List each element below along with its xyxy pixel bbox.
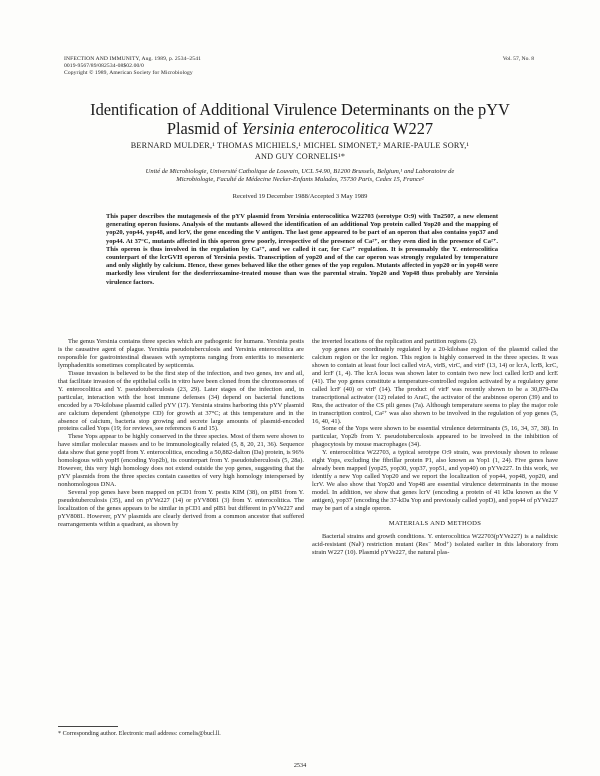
- journal-citation: INFECTION AND IMMUNITY, Aug. 1989, p. 2534–2541: [64, 56, 201, 62]
- right-column: [312, 338, 558, 557]
- body-paragraph: Several yop genes have been mapped on pCD1 from Y. pestis KIM (38), on pIB1 from Y. pseudotuberculosis (35), and on pYVe227 (14) or pYV8081 (3) from Y. enterocolitica. The localization of the genes appears to be similar in pCD1 and pIB1 but different in pYVe227 and pYV8081. However, pYV plasmids are clearly derived from a common ancestor that suffered rearrangements within a quadrant, as shown by: [58, 489, 304, 528]
- authors-line-1: BERNARD MULDER,¹ THOMAS MICHIELS,¹ MICHEL SIMONET,² MARIE-PAULE SORY,¹: [130, 141, 470, 150]
- section-heading-methods: MATERIALS AND METHODS: [388, 519, 482, 527]
- title-species: Yersinia enterocolitica: [241, 119, 390, 138]
- title-line-2-prefix: Plasmid of: [166, 119, 242, 138]
- title-line-1: Identification of Additional Virulence Determinants on the pYV: [90, 100, 510, 119]
- body-paragraph: These Yops appear to be highly conserved in the three species. Most of them were shown to have similar molecular masses and to be immunologically related (5, 8, 20, 21, 36). Sequence data show that gene yopH from Y. enterocolitica, encoding a 50,882-dalton (Da) protein, is 96% homologous with yopH (encoding Yop2b), its counterpart from Y. pseudotuberculosis (5, 28a). However, this very high homology does not extend outside the yop genes, suggesting that the pYV plasmids from the three species contain cassettes of very high homology interspersed by nonhomologous DNA.: [58, 433, 304, 489]
- body-paragraph: Y. enterocolitica W22703, a typical serotype O:9 strain, was previously shown to release eight Yops, excluding the fibrillar protein P1, also known as Yop1 (1, 24). Five genes have already been mapped (yop25, yop30, yop37, yop51, and yop40) on pYVe227. In this work, we identify a new Yop called Yop20 and we report the localization of yop44, yop48, yop20, and lcrV. We also show that Yop20 and Yop48 are essential virulence determinants in the mouse model. In addition, we show that genes lcrV (encoding a protein of 41 kDa known as the V antigen), yop37 (encoding the 37-kDa Yop and previously called yopD), and yop44 of pYVe227 may be part of a single operon.: [312, 449, 558, 513]
- authors-line-2: AND GUY CORNELIS¹*: [254, 151, 346, 161]
- affiliation-line-2: Microbiologie, Faculté de Médecine Necker-Enfants Malades, 75730 Paris, Cedex 15, France²: [176, 176, 424, 184]
- body-paragraph: the inverted locations of the replication and partition regions (2).: [312, 338, 478, 345]
- author-list: [40, 141, 560, 162]
- journal-copyright: Copyright © 1989, American Society for Microbiology: [64, 70, 193, 76]
- body-paragraph: Some of the Yops were shown to be essential virulence determinants (5, 16, 34, 37, 38). In particular, Yop2b from Y. pseudotuberculosis appeared to be involved in the inhibition of phagocytosis by mouse macrophages (34).: [312, 425, 558, 449]
- journal-header: [64, 56, 201, 77]
- affiliation-line-1: Unité de Microbiologie, Université Catholique de Louvain, UCL 54.90, B1200 Brussels, Belgium,¹ and Laboratoire de: [145, 168, 455, 175]
- body-paragraph: The genus Yersinia contains three species which are pathogenic for humans. Yersinia pestis is the causative agent of plague. Yersinia pseudotuberculosis and Yersinia enterocolitica are responsible for gastrointestinal diseases with symptoms ranging from enteritis to mesenteric lymphadenitis sometimes complicated by septicemia.: [58, 338, 304, 369]
- footnote-divider: [58, 726, 118, 727]
- body-paragraph: yop genes are coordinately regulated by a 20-kilobase region of the plasmid called the calcium region or the lcr region. This region is highly conserved in the three species. It was shown to contain at least four loci called virA, virB, virC, and virF (13, 14) or lcrA, lcrB, lcrC, and lcrF (1, 4). The lcrA locus was shown later to contain two new loci called lcrD and lcrE (41). The yop genes constitute a temperature-controlled regulon activated by a regulatory gene called lcrF (40) or virF (14). The product of virF was recently shown to be a 30,879-Da transcriptional activator (12) related to AraC, the activator of the arabinose operon (39) and to Rns, the activator of the CS pili genes (7a). Although temperature seems to play the major role in transcription control, Ca²⁺ was also shown to be involved in the regulation of yop genes (5, 16, 40, 41).: [312, 345, 558, 425]
- journal-issn: 0019-9567/89/082534-08$02.00/0: [64, 63, 144, 69]
- abstract: This paper describes the mutagenesis of the pYV plasmid from Yersinia enterocolitica W22703 (serotype O:9) with Tn2507, a new element generating operon fusions. Analysis of the mutants allowed the identification of an additional Yop protein called Yop20 and the mapping of yop20, yop44, yop48, and lcrV, the gene encoding the V antigen. The last gene appeared to be part of an operon that also contains yop37 and yop44. At 37°C, mutants affected in this operon grew poorly, irrespective of the presence of Ca²⁺, or they even died in the presence of Ca²⁺. This operon is thus involved in the regulation by Ca²⁺, and we called it car, for Ca²⁺ regulation. It is presumably the Y. enterocolitica counterpart of the lcrGVH operon of Yersinia pestis. Transcription of yop20 and of the car operon was strongly regulated by temperature and only slightly by calcium. Hence, these genes behaved like the other genes of the yop regulon. Mutants affected in yop20 or in yop48 were markedly less virulent for the desferrioxamine-treated mouse than was the parental strain. Yop20 and Yop48 thus probably are Yersinia virulence factors.: [106, 213, 498, 286]
- affiliations: [78, 168, 522, 184]
- corresponding-author-footnote: * Corresponding author. Electronic mail address: cornelis@bucl.ll.: [58, 731, 221, 737]
- title-line-2-suffix: W227: [389, 119, 434, 138]
- journal-volume: Vol. 57, No. 8: [502, 56, 534, 62]
- page-number: 2534: [293, 762, 307, 769]
- body-paragraph: Bacterial strains and growth conditions. Y. enterocolitica W22703(pYVe227) is a nalidixic acid-resistant (Nalʳ) restriction mutant (Res⁻ Mod⁺) isolated earlier in this laboratory from strain W227 (10). Plasmid pYVe227, the natural plas-: [312, 532, 558, 556]
- body-paragraph: Tissue invasion is believed to be the first step of the infection, and two genes, inv and ail, that facilitate invasion of the epithelial cells in vitro have been cloned from the chromosomes of Y. enterocolitica and Y. pseudotuberculosis (23, 29). Later stages of the infection and, in particular, interaction with the host immune defenses (34) depend on bacterial functions encoded by a 70-kilobase plasmid called pYV (17). Yersinia strains harboring this pYV plasmid are calcium dependent (phenotype CD) for growth at 37°C; at this temperature and in the absence of calcium, bacteria stop growing and secrete large amounts of plasmid-encoded proteins called Yops (19; for reviews, see references 6 and 15).: [58, 369, 304, 433]
- article-title: [40, 100, 560, 138]
- received-dates: Received 19 December 1988/Accepted 3 May 1989: [232, 193, 368, 200]
- left-column: [58, 338, 304, 529]
- title-line-2: [40, 119, 560, 138]
